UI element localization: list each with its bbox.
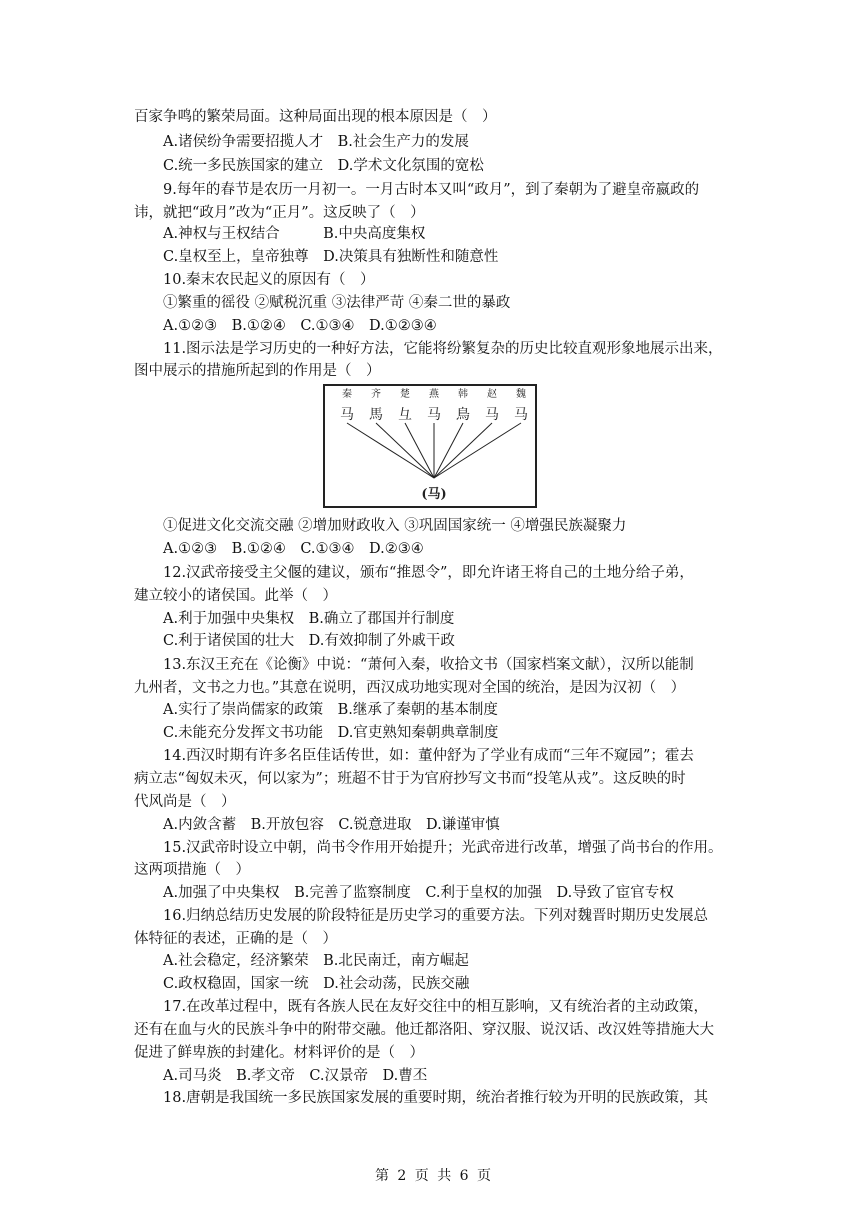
ancient-char: 馬 <box>369 407 383 423</box>
text-line: 百家争鸣的繁荣局面。这种局面出现的根本原因是（ ） <box>134 109 497 125</box>
option-line: A.①②③ B.①②④ C.①③④ D.②③④ <box>163 541 424 557</box>
state-label: 赵 <box>487 389 497 400</box>
page-footer: 第 2 页 共 6 页 <box>374 1168 494 1184</box>
text-line: 九州者，文书之力也。”其意在说明，西汉成功地实现对全国的统治，是因为汉初（ ） <box>134 680 686 696</box>
text-line: 讳，就把“政月”改为“正月”。这反映了（ ） <box>134 205 425 221</box>
statement-line: ①促进文化交流交融 ②增加财政收入 ③巩固国家统一 ④增强民族凝聚力 <box>163 518 627 534</box>
option-line: A.内敛含蓄 B.开放包容 C.锐意进取 D.谦谨审慎 <box>163 817 500 833</box>
unified-char: (马) <box>421 487 447 502</box>
ancient-char: 马 <box>485 407 499 423</box>
ancient-char: 马 <box>514 407 528 423</box>
option-line: A.实行了崇尚儒家的政策 B.继承了秦朝的基本制度 <box>163 702 498 718</box>
option-line: A.司马炎 B.孝文帝 C.汉景帝 D.曹丕 <box>163 1068 428 1084</box>
option-line: A.利于加强中央集权 B.确立了郡国并行制度 <box>163 611 455 627</box>
question-16: 16.归纳总结历史发展的阶段特征是历史学习的重要方法。下列对魏晋时期历史发展总 <box>163 908 709 924</box>
question-17: 17.在改革过程中，既有各族人民在友好交往中的相互影响，又有统治者的主动政策， <box>163 999 709 1015</box>
qin-script-unification-figure <box>323 384 537 508</box>
state-label: 韩 <box>458 389 468 400</box>
ancient-char: 马 <box>340 407 354 423</box>
option-line: C.政权稳固，国家一统 D.社会动荡，民族交融 <box>163 976 470 992</box>
text-line: 病立志“匈奴未灭，何以家为”；班超不甘于为官府抄写文书而“投笔从戎”。这反映的时 <box>134 771 686 787</box>
option-line: A.①②③ B.①②④ C.①③④ D.①②③④ <box>163 318 437 334</box>
text-line: 代风尚是（ ） <box>134 794 236 810</box>
option-line: A.社会稳定，经济繁荣 B.北民南迁，南方崛起 <box>163 953 469 969</box>
question-15: 15.汉武帝时设立中朝，尚书令作用开始提升；光武帝进行改革，增强了尚书台的作用。 <box>163 840 723 856</box>
state-label: 秦 <box>342 389 352 400</box>
state-label: 魏 <box>516 389 526 400</box>
option-line: C.统一多民族国家的建立 D.学术文化氛围的宽松 <box>163 158 484 174</box>
option-line: C.利于诸侯国的壮大 D.有效抑制了外戚干政 <box>163 633 455 649</box>
text-line: 建立较小的诸侯国。此举（ ） <box>134 588 337 604</box>
text-line: 图中展示的措施所起到的作用是（ ） <box>134 363 381 379</box>
figure-svg <box>325 386 535 506</box>
question-9: 9.每年的春节是农历一月初一。一月古时本又叫“政月”，到了秦朝为了避皇帝嬴政的 <box>163 182 700 198</box>
statement-line: ①繁重的徭役 ②赋税沉重 ③法律严苛 ④秦二世的暴政 <box>163 295 511 311</box>
option-line: A.诸侯纷争需要招揽人才 B.社会生产力的发展 <box>163 134 469 150</box>
state-label: 齐 <box>371 389 381 400</box>
option-line: A.加强了中央集权 B.完善了监察制度 C.利于皇权的加强 D.导致了宦官专权 <box>163 885 674 901</box>
text-line: 体特征的表述，正确的是（ ） <box>134 931 337 947</box>
question-11: 11.图示法是学习历史的一种好方法，它能将纷繁复杂的历史比较直观形象地展示出来， <box>163 341 723 357</box>
question-14: 14.西汉时期有许多名臣佳话传世，如：董仲舒为了学业有成而“三年不窥园”；霍去 <box>163 748 694 764</box>
option-line: A.神权与王权结合 B.中央高度集权 <box>163 226 426 242</box>
option-line: C.皇权至上，皇帝独尊 D.决策具有独断性和随意性 <box>163 249 499 265</box>
text-line: 这两项措施（ ） <box>134 862 250 878</box>
state-label: 楚 <box>400 389 410 400</box>
ancient-char: 马 <box>427 407 441 423</box>
ancient-char: 彑 <box>398 407 412 423</box>
ancient-char: 鳥 <box>456 407 470 423</box>
option-line: C.未能充分发挥文书功能 D.官吏熟知秦朝典章制度 <box>163 725 499 741</box>
state-label: 燕 <box>429 389 439 400</box>
convergence-lines <box>347 423 521 478</box>
question-10: 10.秦末农民起义的原因有（ ） <box>163 272 375 288</box>
text-line: 还有在血与火的民族斗争中的附带交融。他迁都洛阳、穿汉服、说汉话、改汉姓等措施大大 <box>134 1022 714 1038</box>
question-12: 12.汉武帝接受主父偃的建议，颁布“推恩令”，即允许诸王将自己的土地分给子弟， <box>163 565 694 581</box>
text-line: 促进了鲜卑族的封建化。材料评价的是（ ） <box>134 1045 424 1061</box>
question-18: 18.唐朝是我国统一多民族国家发展的重要时期，统治者推行较为开明的民族政策，其 <box>163 1090 709 1106</box>
question-13: 13.东汉王充在《论衡》中说：“萧何入秦，收拾文书（国家档案文献），汉所以能制 <box>163 657 694 673</box>
